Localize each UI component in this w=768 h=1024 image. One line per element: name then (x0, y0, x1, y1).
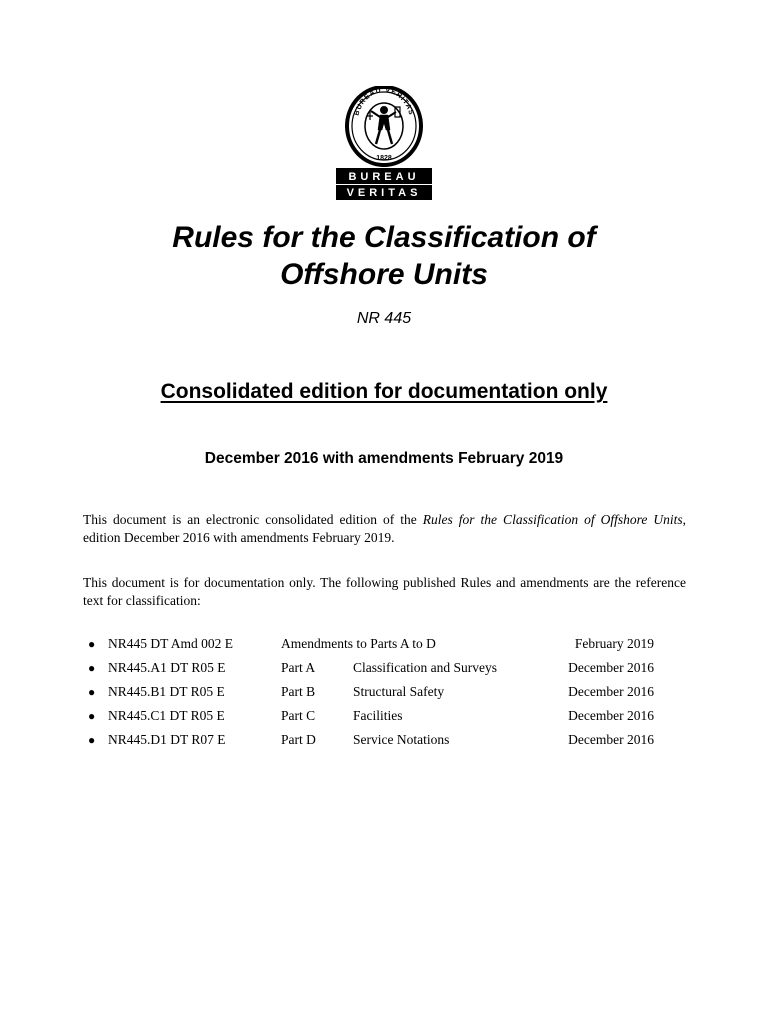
reference-part: Part B (281, 684, 316, 699)
reference-code: NR445 DT Amd 002 E (108, 636, 234, 651)
reference-code: NR445.B1 DT R05 E (108, 684, 225, 699)
seal-year: 1828 (376, 155, 392, 162)
bullet-icon: ● (88, 637, 96, 651)
edition-heading: Consolidated edition for documentation only (160, 380, 608, 403)
intro-rules-title: Rules for the Classification of Offshore Units (422, 512, 683, 527)
list-item (88, 683, 668, 707)
reference-list (88, 635, 668, 755)
bullet-icon: ● (88, 709, 96, 723)
reference-code: NR445.C1 DT R05 E (108, 708, 225, 723)
document-reference-number: NR 445 (356, 310, 412, 327)
reference-date: February 2019 (574, 636, 654, 651)
bureau-veritas-seal (336, 86, 432, 200)
bullet-icon: ● (88, 685, 96, 699)
list-item (88, 731, 668, 755)
document-title-line-1: Rules for the Classification of (172, 221, 596, 254)
document-title-line-2: Offshore Units (280, 258, 488, 291)
reference-date: December 2016 (568, 684, 654, 699)
reference-description: Structural Safety (353, 684, 445, 699)
reference-paragraph: This document is for documentation only. The following published Rules and amendments are the reference text for classification: (83, 575, 686, 608)
intro-text-end: , edition December 2016 with amendments February 2019. (83, 512, 686, 545)
reference-part: Part D (281, 732, 316, 747)
reference-part: Part A (281, 660, 316, 675)
seal-ring-text: BUREAU VERITAS (353, 86, 415, 117)
reference-date: December 2016 (568, 708, 654, 723)
reference-date: December 2016 (568, 732, 654, 747)
bullet-icon: ● (88, 661, 96, 675)
reference-code: NR445.A1 DT R05 E (108, 660, 226, 675)
reference-description: Service Notations (353, 732, 450, 747)
list-item (88, 659, 668, 683)
intro-text-start: This document is an electronic consolidated edition of the (83, 512, 423, 527)
list-item (88, 635, 668, 659)
list-item (88, 707, 668, 731)
edition-date: December 2016 with amendments February 2019 (204, 450, 564, 467)
reference-description: Amendments to Parts A to D (281, 636, 436, 651)
reference-code: NR445.D1 DT R07 E (108, 732, 226, 747)
banner-line-2: VERITAS (346, 187, 422, 199)
intro-paragraph (83, 511, 686, 547)
reference-description: Classification and Surveys (353, 660, 497, 675)
reference-description: Facilities (353, 708, 403, 723)
banner-line-1: BUREAU (348, 171, 420, 183)
reference-part: Part C (281, 708, 316, 723)
reference-date: December 2016 (568, 660, 654, 675)
bureau-veritas-logo (336, 86, 432, 200)
bullet-icon: ● (88, 733, 96, 747)
